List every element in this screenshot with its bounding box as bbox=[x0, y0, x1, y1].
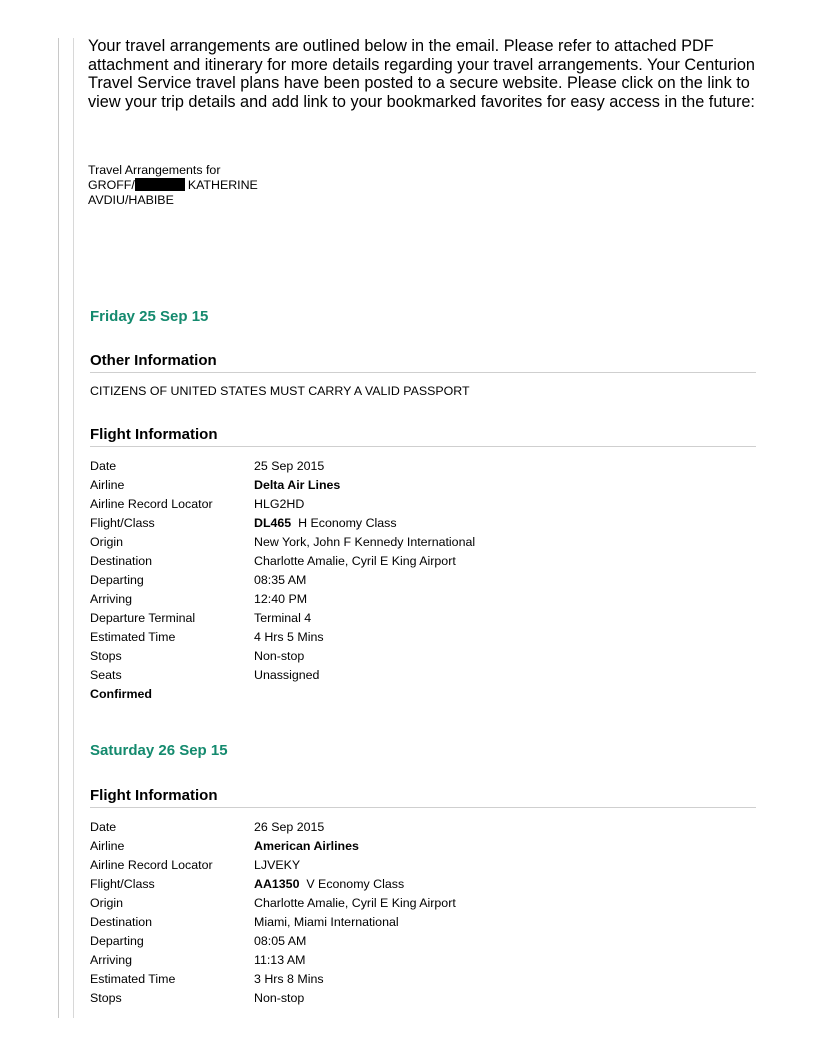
detail-row bbox=[90, 513, 756, 532]
quote-bar-inner bbox=[73, 38, 74, 1018]
detail-value: American Airlines bbox=[254, 838, 359, 853]
detail-value: 4 Hrs 5 Mins bbox=[254, 629, 324, 644]
detail-value: 08:35 AM bbox=[254, 572, 307, 587]
detail-value: Unassigned bbox=[254, 667, 320, 682]
detail-value: Charlotte Amalie, Cyril E King Airport bbox=[254, 553, 456, 568]
traveler-2: AVDIU/HABIBE bbox=[88, 193, 174, 207]
detail-label: Departure Terminal bbox=[90, 610, 196, 625]
detail-label: Origin bbox=[90, 895, 124, 910]
traveler-1 bbox=[88, 178, 258, 193]
detail-value: Charlotte Amalie, Cyril E King Airport bbox=[254, 895, 456, 910]
detail-label: Airline bbox=[90, 838, 125, 853]
detail-label: Origin bbox=[90, 534, 124, 549]
detail-row bbox=[90, 608, 756, 627]
detail-row bbox=[90, 931, 756, 950]
detail-label: Stops bbox=[90, 990, 122, 1005]
detail-row bbox=[90, 665, 756, 684]
flight-1-information-title: Flight Information bbox=[90, 426, 756, 447]
flight-number: DL465 bbox=[254, 515, 292, 530]
detail-label: Estimated Time bbox=[90, 629, 176, 644]
travelers-block bbox=[88, 163, 258, 208]
detail-label: Flight/Class bbox=[90, 876, 155, 891]
detail-value: LJVEKY bbox=[254, 857, 301, 872]
detail-label: Departing bbox=[90, 933, 144, 948]
detail-row bbox=[90, 532, 756, 551]
detail-row bbox=[90, 817, 756, 836]
detail-value: Terminal 4 bbox=[254, 610, 312, 625]
detail-label: Arriving bbox=[90, 952, 132, 967]
flight-number: AA1350 bbox=[254, 876, 300, 891]
detail-row bbox=[90, 494, 756, 513]
detail-row bbox=[90, 456, 756, 475]
day-2-title: Saturday 26 Sep 15 bbox=[90, 742, 228, 759]
detail-label: Stops bbox=[90, 648, 122, 663]
detail-value: Miami, Miami International bbox=[254, 914, 399, 929]
detail-label: Date bbox=[90, 458, 117, 473]
flight-1-details bbox=[90, 456, 756, 703]
booking-status: Confirmed bbox=[90, 686, 152, 701]
detail-row bbox=[90, 969, 756, 988]
detail-row bbox=[90, 836, 756, 855]
redaction-bar bbox=[135, 178, 185, 191]
other-information-title: Other Information bbox=[90, 352, 756, 373]
detail-row bbox=[90, 874, 756, 893]
detail-value: 26 Sep 2015 bbox=[254, 819, 325, 834]
detail-value: 08:05 AM bbox=[254, 933, 307, 948]
detail-row bbox=[90, 475, 756, 494]
detail-value: DL465 H Economy Class bbox=[254, 515, 397, 530]
flight-2-information-title: Flight Information bbox=[90, 787, 756, 808]
detail-row bbox=[90, 646, 756, 665]
detail-label: Estimated Time bbox=[90, 971, 176, 986]
detail-value: HLG2HD bbox=[254, 496, 305, 511]
detail-value: 25 Sep 2015 bbox=[254, 458, 325, 473]
detail-row bbox=[90, 855, 756, 874]
detail-value: Delta Air Lines bbox=[254, 477, 341, 492]
day-1-title: Friday 25 Sep 15 bbox=[90, 308, 209, 325]
flight-2-details bbox=[90, 817, 756, 1007]
intro-paragraph: Your travel arrangements are outlined below in the email. Please refer to attached PDF attachment and itinerary for more details regarding your travel arrangements. Your Centurion Travel Service travel plans have been posted to a secure website. Please click on the link to view your trip details and add link to your bookmarked favorites for easy access in the future: bbox=[88, 37, 755, 111]
detail-row bbox=[90, 627, 756, 646]
detail-row bbox=[90, 950, 756, 969]
detail-row bbox=[90, 589, 756, 608]
quote-bar-outer bbox=[58, 38, 59, 1018]
detail-label: Airline bbox=[90, 477, 125, 492]
detail-label: Destination bbox=[90, 553, 152, 568]
detail-row bbox=[90, 551, 756, 570]
detail-value: New York, John F Kennedy International bbox=[254, 534, 476, 549]
detail-row bbox=[90, 912, 756, 931]
other-information-text: CITIZENS OF UNITED STATES MUST CARRY A VALID PASSPORT bbox=[90, 384, 470, 398]
traveler-1-surname: GROFF/ bbox=[88, 178, 135, 192]
detail-value: Non-stop bbox=[254, 990, 305, 1005]
detail-value: AA1350 V Economy Class bbox=[254, 876, 405, 891]
detail-row bbox=[90, 988, 756, 1007]
detail-value: 11:13 AM bbox=[254, 952, 306, 967]
detail-label: Seats bbox=[90, 667, 122, 682]
detail-label: Airline Record Locator bbox=[90, 496, 213, 511]
detail-value: 12:40 PM bbox=[254, 591, 308, 606]
detail-label: Date bbox=[90, 819, 117, 834]
detail-row bbox=[90, 893, 756, 912]
detail-row bbox=[90, 570, 756, 589]
detail-label: Flight/Class bbox=[90, 515, 155, 530]
detail-label: Airline Record Locator bbox=[90, 857, 213, 872]
detail-value: 3 Hrs 8 Mins bbox=[254, 971, 324, 986]
detail-label: Arriving bbox=[90, 591, 132, 606]
detail-label: Destination bbox=[90, 914, 152, 929]
detail-label: Departing bbox=[90, 572, 144, 587]
traveler-1-given: KATHERINE bbox=[187, 178, 258, 192]
detail-value: Non-stop bbox=[254, 648, 305, 663]
travelers-heading: Travel Arrangements for bbox=[88, 163, 221, 177]
